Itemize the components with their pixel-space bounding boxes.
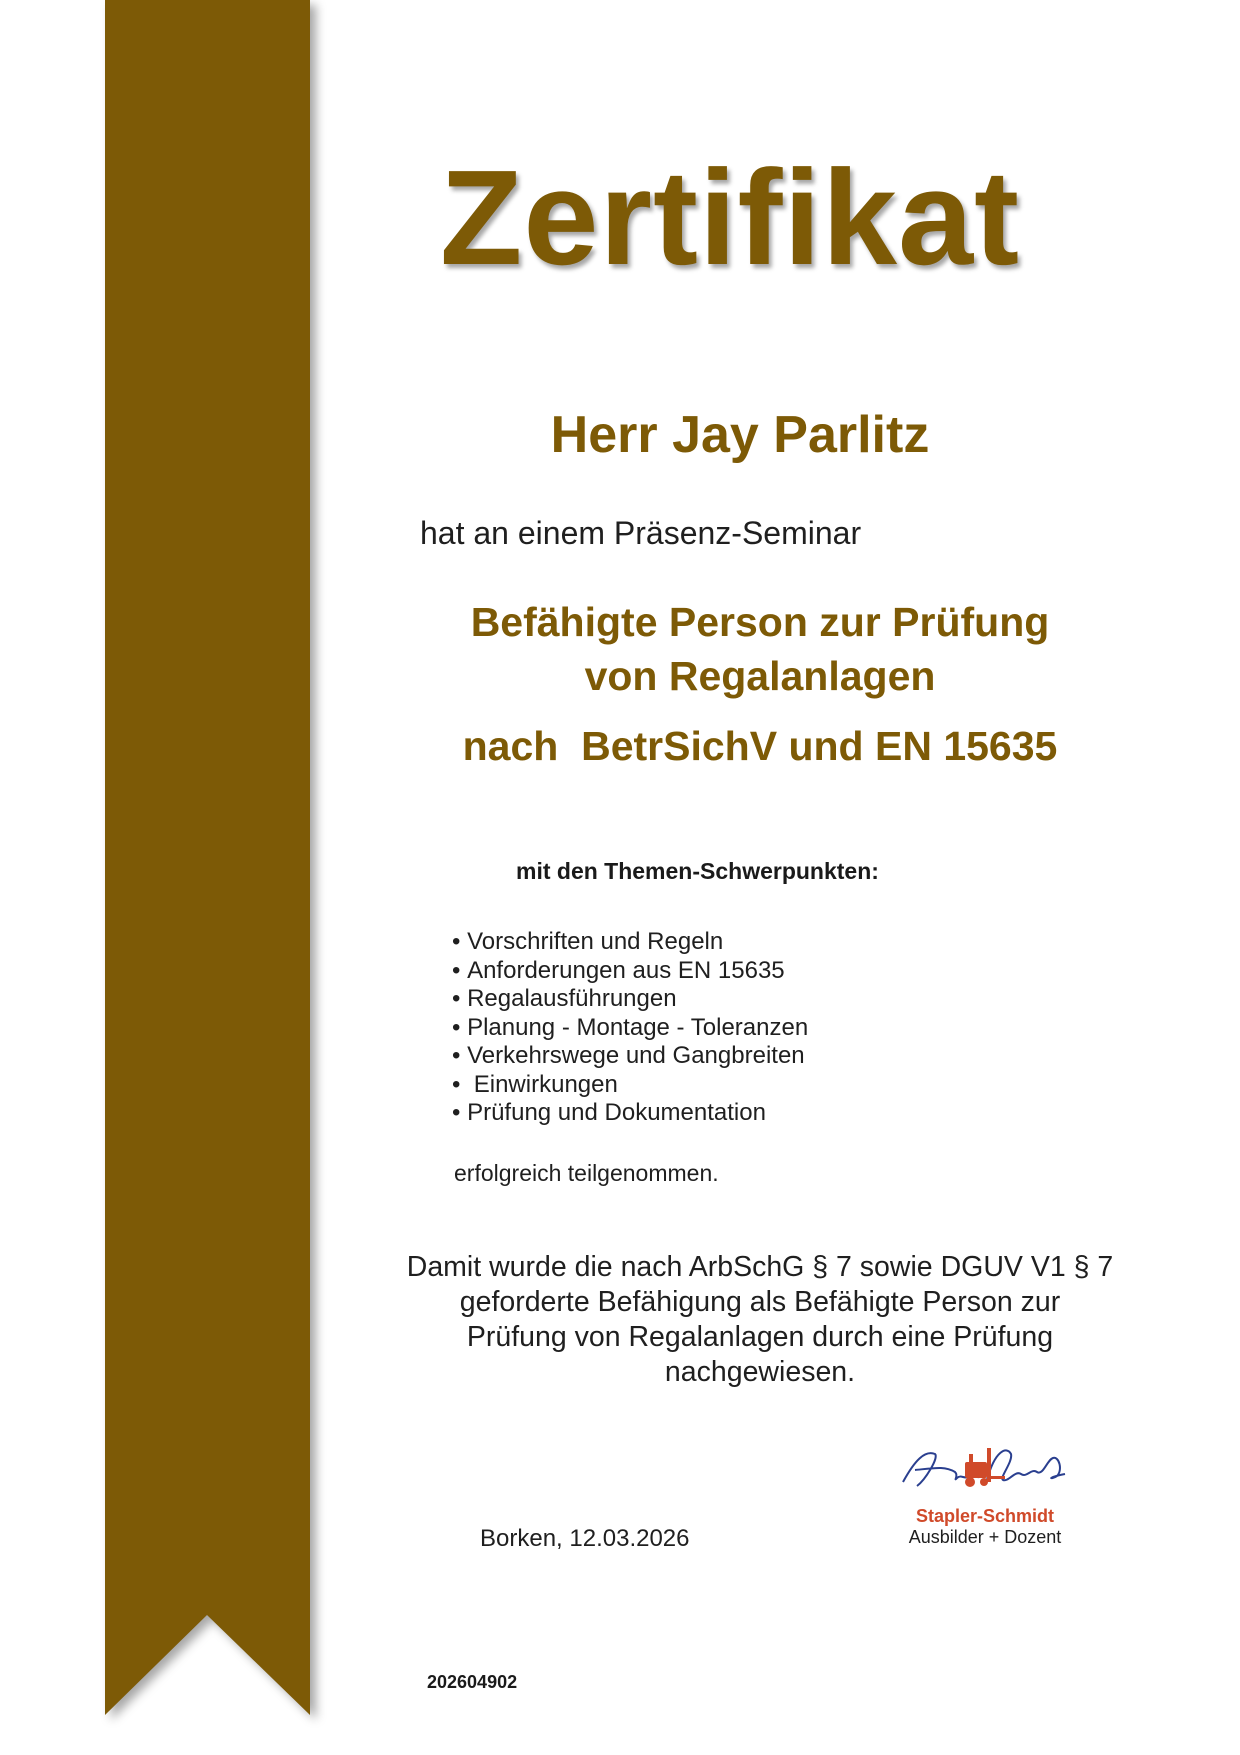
completion-text: erfolgreich teilgenommen. [454,1160,719,1186]
list-item: • Planung - Montage - Toleranzen [452,1014,808,1043]
list-item: • Verkehrswege und Gangbreiten [452,1042,808,1071]
signature-brand: Stapler-Schmidt [915,1506,1055,1526]
course-title-line-3: nach BetrSichV und EN 15635 [462,723,1058,769]
certificate-number: 202604902 [427,1672,518,1692]
list-item: • Einwirkungen [452,1071,808,1100]
signature-role: Ausbilder + Dozent [908,1527,1062,1547]
place-and-date: Borken, 12.03.2026 [480,1525,690,1552]
statement-line-2: geforderte Befähigung als Befähigte Person zur [459,1286,1061,1318]
statement-line-4: nachgewiesen. [664,1356,856,1388]
statement-line-3: Prüfung von Regalanlagen durch eine Prüfung [466,1321,1054,1353]
course-title-line-1: Befähigte Person zur Prüfung [470,599,1050,645]
statement-line-1: Damit wurde die nach ArbSchG § 7 sowie DGUV V1 § 7 [406,1251,1114,1283]
qualification-statement [400,1250,1120,1390]
list-item: • Prüfung und Dokumentation [452,1099,808,1128]
certificate-title: Zertifikat [439,142,1021,293]
intro-text: hat an einem Präsenz-Seminar [420,515,862,551]
list-item: • Vorschriften und Regeln [452,928,808,957]
recipient-name: Herr Jay Parlitz [550,406,930,464]
ribbon-decoration [105,0,310,1715]
list-item: • Regalausführungen [452,985,808,1014]
course-title-line-2: von Regalanlagen [584,653,936,699]
list-item: • Anforderungen aus EN 15635 [452,957,808,986]
topics-heading: mit den Themen-Schwerpunkten: [516,858,879,884]
course-title [400,595,1120,773]
signature-icon [895,1440,1075,1505]
topics-list [452,928,808,1128]
